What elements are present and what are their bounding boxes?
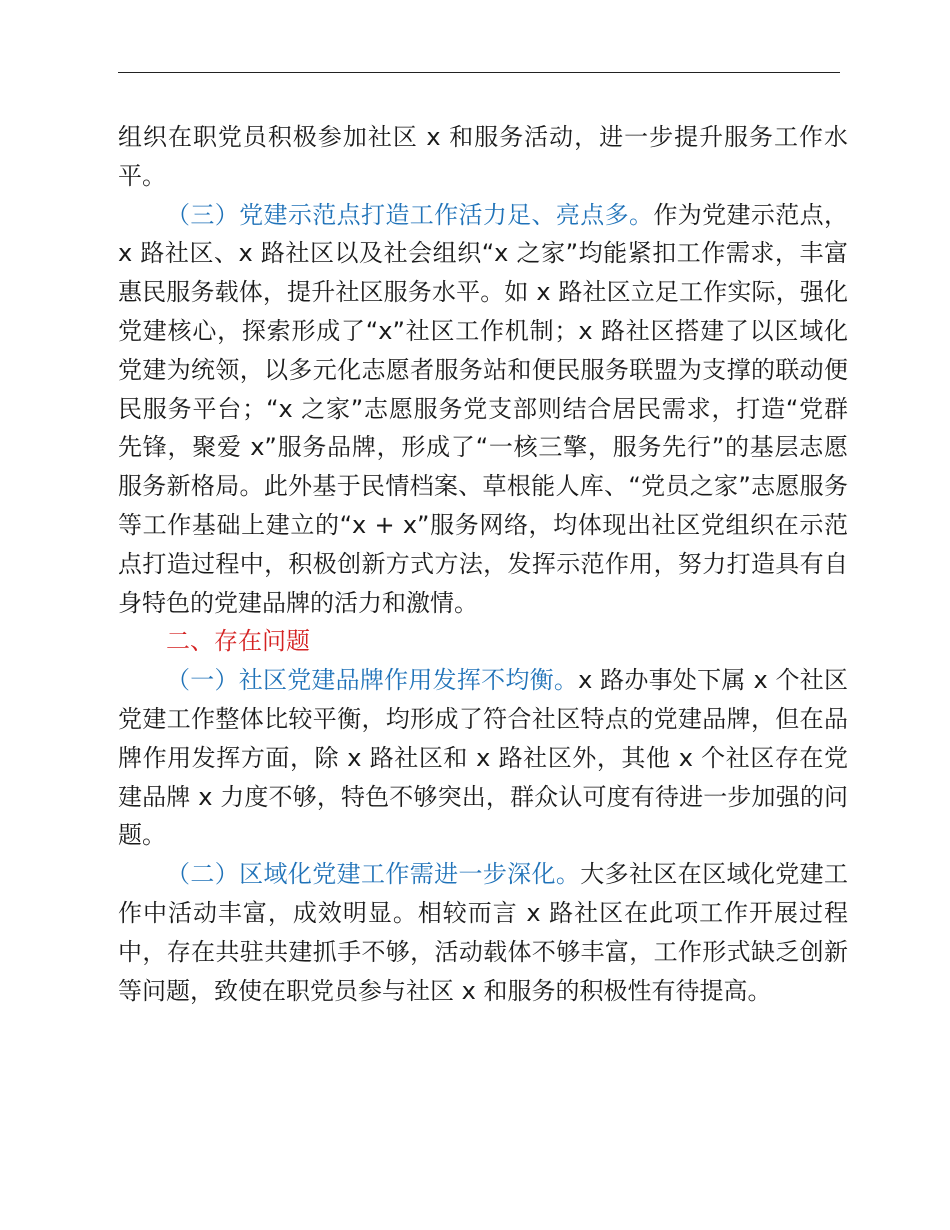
paragraph-text: 作为党建示范点，x 路社区、x 路社区以及社会组织“x 之家”均能紧扣工作需求，丰富惠民服务载体，提升社区服务水平。如 x 路社区立足工作实际，强化党建核心，探索形成了“x”社区工作机制；x 路社区搭建了以区域化党建为统领，以多元化志愿者服务站和便民服务联盟为支撑的联动便民服务平台；“x 之家”志愿服务党支部则结合居民需求，打造“党群先锋，聚爱 x”服务品牌，形成了“一核三擎，服务先行”的基层志愿服务新格局。此外基于民情档案、草根能人库、“党员之家”志愿服务等工作基础上建立的“x + x”服务网络，均体现出社区党组织在示范点打造过程中，积极创新方式方法，发挥示范作用，努力打造具有自身特色的党建品牌的活力和激情。: [118, 200, 848, 617]
paragraph-regional-party-building: [118, 855, 848, 1010]
paragraph-text: x 路办事处下属 x 个社区党建工作整体比较平衡，均形成了符合社区特点的党建品牌，但在品牌作用发挥方面，除 x 路社区和 x 路社区外，其他 x 个社区存在党建品牌 x 力度不够，特色不够突出，群众认可度有待进一步加强的问题。: [118, 666, 849, 850]
section-heading-3: （三）党建示范点打造工作活力足、亮点多。: [166, 200, 654, 229]
header-rule: [118, 72, 840, 73]
paragraph-text: 大多社区在区域化党建工作中活动丰富，成效明显。相较而言 x 路社区在此项工作开展过程中，存在共驻共建抓手不够，活动载体不够丰富，工作形式缺乏创新等问题，致使在职党员参与社区 x 和服务的积极性有待提高。: [118, 860, 848, 1005]
chapter-heading: 二、存在问题: [166, 627, 310, 656]
section-heading-problems: [118, 622, 848, 661]
paragraph-text: 组织在职党员积极参加社区 x 和服务活动，进一步提升服务工作水平。: [118, 123, 848, 190]
paragraph-demo-sites: [118, 196, 848, 623]
problem-heading-1: （一）社区党建品牌作用发挥不均衡。: [166, 666, 579, 695]
document-body: [118, 118, 848, 1010]
paragraph-brand-imbalance: [118, 661, 848, 855]
paragraph-continuation: [118, 118, 848, 196]
problem-heading-2: （二）区域化党建工作需进一步深化。: [166, 860, 581, 889]
